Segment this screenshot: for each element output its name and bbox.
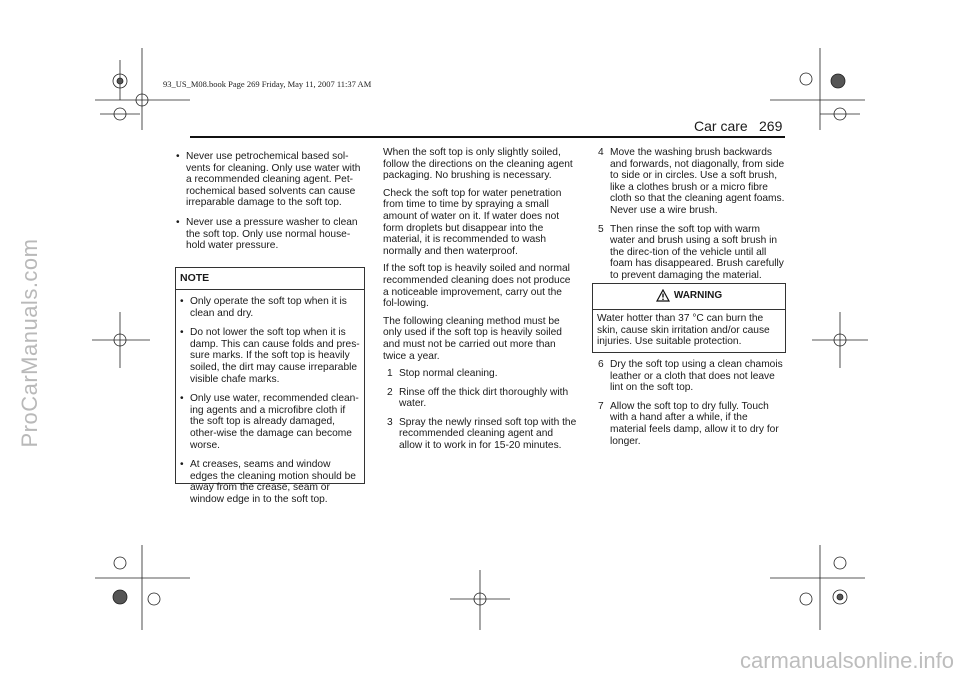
step-item: 5 Then rinse the soft top with warm water and brush using a soft brush in the direc-tion of the vehicle until all foam has disappeared. Brush carefully to prevent damaging the material. bbox=[598, 223, 784, 281]
footer-watermark: carmanualsonline.info bbox=[739, 648, 954, 673]
column-3-continued bbox=[594, 359, 786, 454]
list-item: • Do not lower the soft top when it is damp. This can cause folds and pres-sure marks. If the soft top is heavily soiled, the dirt may cause irreparable visible chafe marks. bbox=[180, 327, 360, 385]
note-body bbox=[176, 290, 364, 506]
column-1 bbox=[176, 151, 364, 260]
list-item: • Only operate the soft top when it is clean and dry. bbox=[180, 296, 347, 319]
header-rule bbox=[190, 136, 785, 138]
paragraph: The following cleaning method must be only used if the soft top is heavily soiled and must not be carried out more than twice a year. bbox=[383, 315, 562, 362]
list-item: • Never use petrochemical based sol-vents for cleaning. Only use water with a recommended cleaning agent. Pet-rochemical based solvents can cause irreparable damage to the soft top. bbox=[176, 151, 361, 209]
paragraph: If the soft top is heavily soiled and normal recommended cleaning does not produce a noticeable improvement, carry out the fol-lowing. bbox=[383, 263, 571, 310]
page-title: Car care bbox=[694, 118, 748, 134]
list-item: • Only use water, recommended clean-ing agents and a microfibre cloth if the soft top is already damaged, other-wise the damage can become worse. bbox=[180, 393, 359, 451]
warning-heading: WARNING bbox=[593, 284, 785, 310]
list-item: • Never use a pressure washer to clean the soft top. Only use normal house-hold water pressure. bbox=[176, 216, 358, 252]
step-item: 2 Rinse off the thick dirt thoroughly with water. bbox=[387, 386, 569, 410]
warning-text: Water hotter than 37 °C can burn the skin, cause skin irritation and/or cause injuries. Use suitable protection. bbox=[597, 313, 770, 348]
warning-box bbox=[592, 283, 786, 353]
warning-triangle-icon bbox=[656, 289, 670, 302]
paragraph: Check the soft top for water penetration from time to time by spraying a small amount of water on it. If water does not form droplets but disappear into the material, it is recommended to wash normally and then waterproof. bbox=[383, 187, 562, 257]
paragraph: When the soft top is only slightly soiled, follow the directions on the cleaning agent packaging. No brushing is necessary. bbox=[383, 147, 573, 182]
step-item: 3 Spray the newly rinsed soft top with the recommended cleaning agent and allow it to work in for 15-20 minutes. bbox=[387, 416, 577, 452]
step-item: 7 Allow the soft top to dry fully. Touch with a hand after a while, if the material feels damp, allow it to dry for longer. bbox=[598, 400, 779, 447]
step-item: 4 Move the washing brush backwards and forwards, not diagonally, from side to side or in circles. Use a soft brush, like a clothes brush or a micro fibre cloth so that the cleaning agent foams. Never use a wire brush. bbox=[598, 147, 785, 216]
list-item: • At creases, seams and window edges the cleaning motion should be away from the crease, seam or window edge in to the soft top. bbox=[180, 459, 356, 505]
note-box bbox=[175, 267, 365, 505]
step-item: 1 Stop normal cleaning. bbox=[387, 368, 498, 380]
column-2 bbox=[383, 147, 577, 459]
column-3 bbox=[594, 147, 786, 289]
book-info-line: 93_US_M08.book Page 269 Friday, May 11, 2007 11:37 AM bbox=[163, 79, 372, 89]
side-watermark: ProCarManuals.com bbox=[17, 238, 42, 448]
step-item: 6 Dry the soft top using a clean chamois leather or a cloth that does not leave lint on the soft top. bbox=[598, 359, 783, 394]
note-heading: NOTE bbox=[176, 268, 364, 290]
page-number: 269 bbox=[759, 118, 783, 134]
